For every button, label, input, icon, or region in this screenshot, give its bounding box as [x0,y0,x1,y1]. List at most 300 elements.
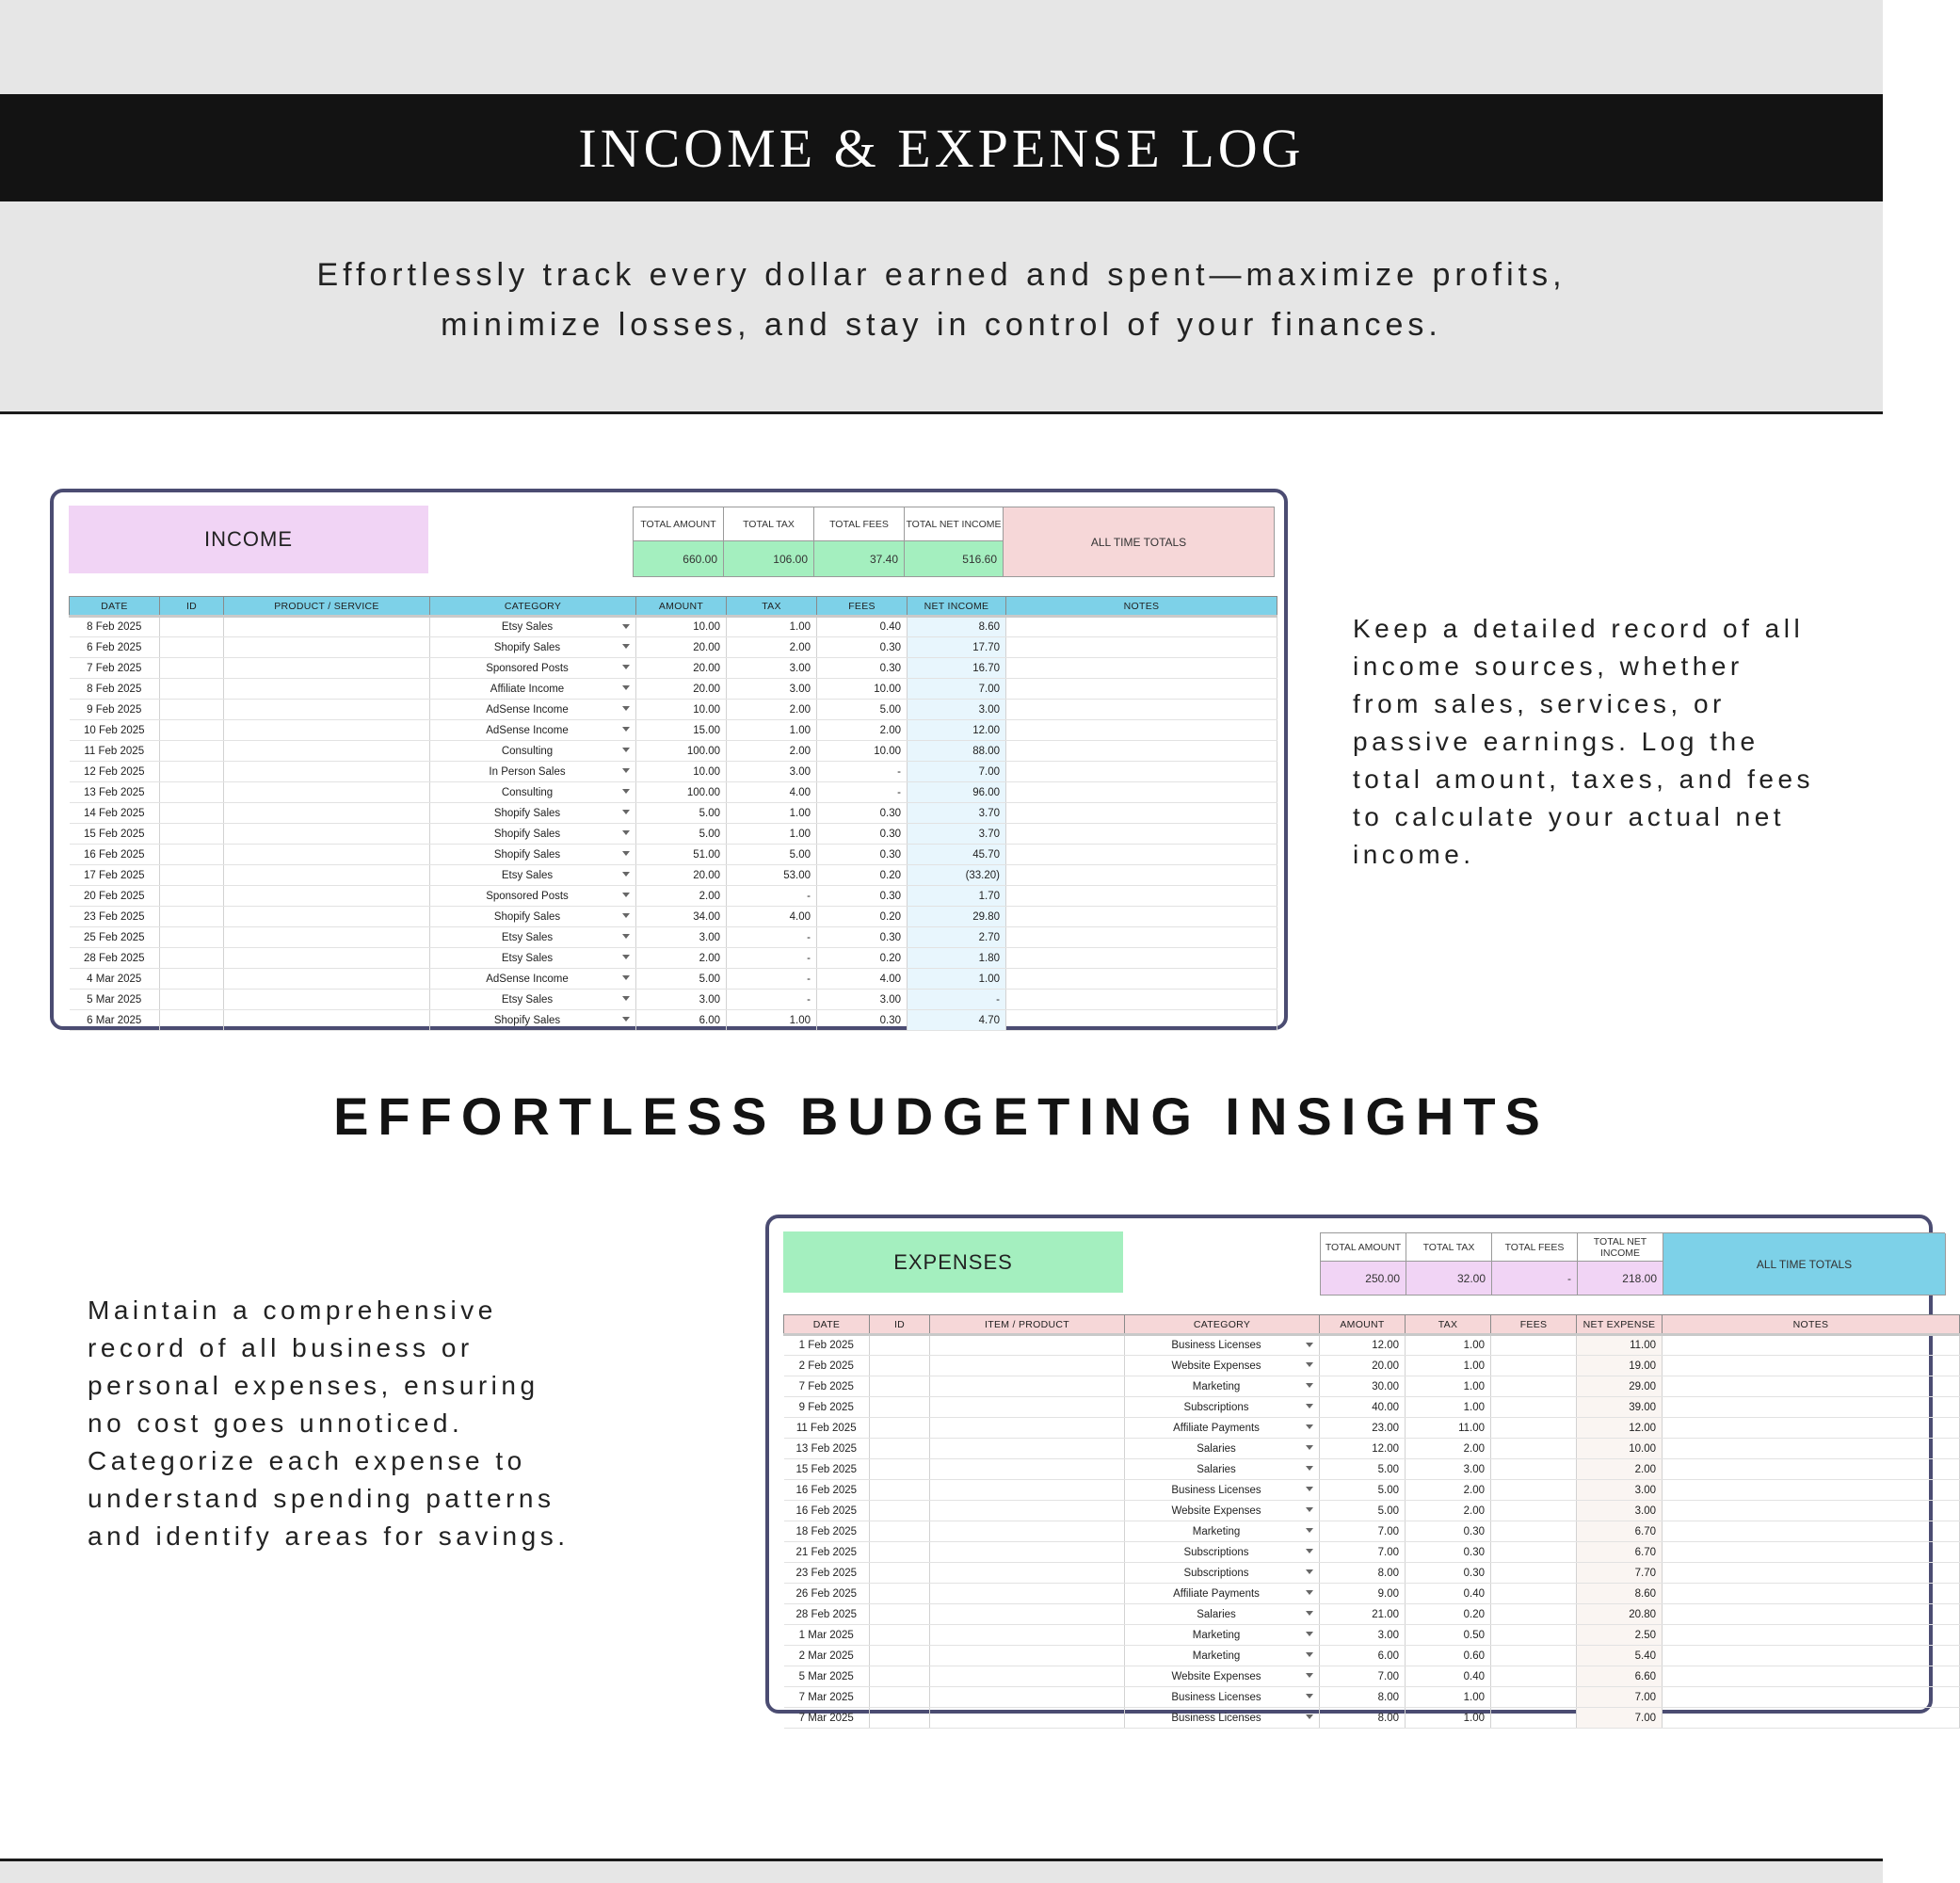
cell-notes[interactable] [1006,782,1277,803]
cell-id[interactable] [870,1687,930,1708]
column-header-notes[interactable]: NOTES [1663,1315,1960,1335]
dropdown-arrow-icon[interactable] [1306,1487,1313,1491]
cell-date[interactable]: 13 Feb 2025 [784,1439,870,1459]
cell-item[interactable] [224,700,430,720]
cell-tax[interactable]: 0.20 [1406,1604,1491,1625]
cell-net[interactable]: 3.70 [908,824,1006,845]
cell-id[interactable] [160,720,224,741]
cell-notes[interactable] [1663,1542,1960,1563]
cell-id[interactable] [160,886,224,907]
cell-notes[interactable] [1006,637,1277,658]
dropdown-arrow-icon[interactable] [622,996,630,1001]
dropdown-arrow-icon[interactable] [1306,1694,1313,1698]
cell-fees[interactable]: 0.30 [817,824,908,845]
cell-net[interactable]: 39.00 [1577,1397,1663,1418]
dropdown-arrow-icon[interactable] [622,893,630,897]
cell-fees[interactable]: 0.40 [817,617,908,637]
cell-item[interactable] [930,1708,1125,1729]
cell-notes[interactable] [1006,969,1277,990]
dropdown-arrow-icon[interactable] [1306,1632,1313,1636]
cell-id[interactable] [870,1501,930,1521]
cell-net[interactable]: 3.00 [1577,1480,1663,1501]
cell-item[interactable] [930,1397,1125,1418]
column-header-fees[interactable]: FEES [817,597,908,617]
cell-notes[interactable] [1663,1335,1960,1356]
cell-amount[interactable]: 3.00 [1320,1625,1406,1646]
dropdown-arrow-icon[interactable] [622,810,630,814]
dropdown-arrow-icon[interactable] [622,748,630,752]
cell-notes[interactable] [1006,865,1277,886]
cell-tax[interactable]: - [727,927,817,948]
cell-item[interactable] [224,762,430,782]
cell-date[interactable]: 17 Feb 2025 [70,865,160,886]
cell-item[interactable] [930,1459,1125,1480]
cell-date[interactable]: 23 Feb 2025 [70,907,160,927]
cell-date[interactable]: 7 Mar 2025 [784,1708,870,1729]
dropdown-arrow-icon[interactable] [1306,1611,1313,1616]
dropdown-arrow-icon[interactable] [1306,1362,1313,1367]
cell-item[interactable] [930,1604,1125,1625]
cell-id[interactable] [870,1376,930,1397]
cell-item[interactable] [224,741,430,762]
cell-notes[interactable] [1006,700,1277,720]
cell-tax[interactable]: 0.30 [1406,1542,1491,1563]
cell-category[interactable] [1125,1542,1320,1563]
cell-amount[interactable]: 20.00 [636,679,727,700]
dropdown-arrow-icon[interactable] [622,851,630,856]
dropdown-arrow-icon[interactable] [1306,1549,1313,1553]
cell-id[interactable] [160,762,224,782]
cell-category[interactable] [430,845,636,865]
cell-date[interactable]: 12 Feb 2025 [70,762,160,782]
cell-date[interactable]: 21 Feb 2025 [784,1542,870,1563]
cell-item[interactable] [224,845,430,865]
dropdown-arrow-icon[interactable] [1306,1383,1313,1388]
cell-id[interactable] [870,1335,930,1356]
cell-net[interactable]: 6.70 [1577,1542,1663,1563]
cell-tax[interactable]: 4.00 [727,782,817,803]
cell-tax[interactable]: 53.00 [727,865,817,886]
cell-fees[interactable] [1491,1376,1577,1397]
cell-net[interactable]: 6.60 [1577,1666,1663,1687]
dropdown-arrow-icon[interactable] [622,934,630,939]
cell-notes[interactable] [1663,1584,1960,1604]
cell-category[interactable] [1125,1376,1320,1397]
cell-item[interactable] [224,990,430,1010]
cell-tax[interactable]: 2.00 [727,637,817,658]
dropdown-arrow-icon[interactable] [1306,1424,1313,1429]
cell-net[interactable]: 5.40 [1577,1646,1663,1666]
cell-amount[interactable]: 5.00 [636,803,727,824]
dropdown-arrow-icon[interactable] [622,913,630,918]
cell-category[interactable] [430,1010,636,1031]
cell-net[interactable]: 2.50 [1577,1625,1663,1646]
cell-fees[interactable]: 0.30 [817,927,908,948]
dropdown-arrow-icon[interactable] [622,685,630,690]
cell-category[interactable] [430,658,636,679]
cell-item[interactable] [224,865,430,886]
cell-id[interactable] [160,700,224,720]
cell-amount[interactable]: 20.00 [636,658,727,679]
cell-id[interactable] [870,1584,930,1604]
cell-item[interactable] [930,1625,1125,1646]
cell-notes[interactable] [1663,1687,1960,1708]
cell-fees[interactable]: 10.00 [817,741,908,762]
cell-item[interactable] [224,637,430,658]
cell-amount[interactable]: 6.00 [636,1010,727,1031]
dropdown-arrow-icon[interactable] [622,727,630,732]
cell-notes[interactable] [1663,1418,1960,1439]
cell-date[interactable]: 8 Feb 2025 [70,679,160,700]
cell-fees[interactable] [1491,1584,1577,1604]
cell-net[interactable]: 4.70 [908,1010,1006,1031]
cell-item[interactable] [224,886,430,907]
cell-notes[interactable] [1663,1356,1960,1376]
cell-item[interactable] [224,907,430,927]
cell-date[interactable]: 6 Feb 2025 [70,637,160,658]
cell-item[interactable] [224,658,430,679]
cell-tax[interactable]: 1.00 [1406,1708,1491,1729]
cell-tax[interactable]: 1.00 [1406,1397,1491,1418]
cell-net[interactable]: 11.00 [1577,1335,1663,1356]
cell-id[interactable] [870,1480,930,1501]
cell-date[interactable]: 9 Feb 2025 [784,1397,870,1418]
cell-net[interactable]: 1.70 [908,886,1006,907]
cell-net[interactable]: 3.70 [908,803,1006,824]
cell-net[interactable]: 7.00 [1577,1687,1663,1708]
cell-item[interactable] [930,1501,1125,1521]
cell-category[interactable] [430,782,636,803]
cell-fees[interactable]: 0.30 [817,658,908,679]
cell-category[interactable] [1125,1584,1320,1604]
cell-date[interactable]: 18 Feb 2025 [784,1521,870,1542]
dropdown-arrow-icon[interactable] [622,644,630,649]
column-header-date[interactable]: DATE [784,1315,870,1335]
cell-amount[interactable]: 2.00 [636,886,727,907]
cell-item[interactable] [224,824,430,845]
cell-id[interactable] [870,1625,930,1646]
cell-tax[interactable]: 1.00 [1406,1376,1491,1397]
cell-net[interactable]: 2.70 [908,927,1006,948]
cell-date[interactable]: 16 Feb 2025 [70,845,160,865]
cell-amount[interactable]: 100.00 [636,741,727,762]
cell-fees[interactable] [1491,1542,1577,1563]
cell-notes[interactable] [1663,1521,1960,1542]
cell-category[interactable] [1125,1397,1320,1418]
column-header-fees[interactable]: FEES [1491,1315,1577,1335]
cell-date[interactable]: 15 Feb 2025 [70,824,160,845]
cell-notes[interactable] [1006,679,1277,700]
cell-item[interactable] [224,803,430,824]
cell-id[interactable] [870,1666,930,1687]
cell-fees[interactable] [1491,1397,1577,1418]
cell-fees[interactable] [1491,1356,1577,1376]
cell-item[interactable] [930,1356,1125,1376]
cell-amount[interactable]: 8.00 [1320,1687,1406,1708]
cell-notes[interactable] [1663,1646,1960,1666]
cell-tax[interactable]: 1.00 [727,720,817,741]
cell-fees[interactable] [1491,1418,1577,1439]
cell-id[interactable] [160,948,224,969]
cell-item[interactable] [224,927,430,948]
dropdown-arrow-icon[interactable] [622,1017,630,1022]
dropdown-arrow-icon[interactable] [622,706,630,711]
cell-tax[interactable]: 4.00 [727,907,817,927]
cell-fees[interactable]: 0.20 [817,907,908,927]
cell-date[interactable]: 8 Feb 2025 [70,617,160,637]
column-header-product[interactable]: PRODUCT / SERVICE [224,597,430,617]
cell-id[interactable] [870,1542,930,1563]
cell-notes[interactable] [1663,1397,1960,1418]
cell-fees[interactable]: 5.00 [817,700,908,720]
cell-date[interactable]: 9 Feb 2025 [70,700,160,720]
cell-fees[interactable] [1491,1666,1577,1687]
cell-amount[interactable]: 10.00 [636,617,727,637]
cell-id[interactable] [870,1521,930,1542]
cell-item[interactable] [930,1687,1125,1708]
cell-item[interactable] [930,1335,1125,1356]
cell-tax[interactable]: 1.00 [727,803,817,824]
cell-date[interactable]: 7 Feb 2025 [784,1376,870,1397]
cell-notes[interactable] [1006,658,1277,679]
cell-item[interactable] [930,1439,1125,1459]
cell-date[interactable]: 14 Feb 2025 [70,803,160,824]
cell-date[interactable]: 16 Feb 2025 [784,1480,870,1501]
cell-item[interactable] [224,782,430,803]
dropdown-arrow-icon[interactable] [622,789,630,794]
cell-tax[interactable]: 0.50 [1406,1625,1491,1646]
cell-net[interactable]: 7.00 [1577,1708,1663,1729]
cell-id[interactable] [160,927,224,948]
cell-tax[interactable]: 0.40 [1406,1584,1491,1604]
cell-category[interactable] [1125,1563,1320,1584]
dropdown-arrow-icon[interactable] [622,624,630,629]
cell-tax[interactable]: 11.00 [1406,1418,1491,1439]
cell-amount[interactable]: 20.00 [636,865,727,886]
cell-amount[interactable]: 5.00 [1320,1501,1406,1521]
cell-amount[interactable]: 5.00 [636,824,727,845]
cell-category[interactable] [430,700,636,720]
column-header-net-expense[interactable]: NET EXPENSE [1577,1315,1663,1335]
cell-item[interactable] [930,1584,1125,1604]
cell-fees[interactable]: - [817,782,908,803]
cell-amount[interactable]: 34.00 [636,907,727,927]
cell-category[interactable] [430,617,636,637]
cell-net[interactable]: (33.20) [908,865,1006,886]
cell-id[interactable] [160,907,224,927]
cell-tax[interactable]: - [727,969,817,990]
column-header-tax[interactable]: TAX [727,597,817,617]
cell-item[interactable] [224,969,430,990]
column-header-tax[interactable]: TAX [1406,1315,1491,1335]
cell-tax[interactable]: 2.00 [727,700,817,720]
cell-net[interactable]: 2.00 [1577,1459,1663,1480]
cell-id[interactable] [870,1708,930,1729]
cell-net[interactable]: 1.80 [908,948,1006,969]
dropdown-arrow-icon[interactable] [1306,1445,1313,1450]
cell-tax[interactable]: 3.00 [727,658,817,679]
cell-notes[interactable] [1663,1625,1960,1646]
cell-fees[interactable]: 0.30 [817,637,908,658]
cell-category[interactable] [430,948,636,969]
dropdown-arrow-icon[interactable] [1306,1466,1313,1471]
cell-notes[interactable] [1006,741,1277,762]
cell-tax[interactable]: 0.30 [1406,1563,1491,1584]
cell-date[interactable]: 2 Mar 2025 [784,1646,870,1666]
cell-amount[interactable]: 23.00 [1320,1418,1406,1439]
cell-net[interactable]: 8.60 [908,617,1006,637]
cell-amount[interactable]: 30.00 [1320,1376,1406,1397]
cell-fees[interactable]: 0.30 [817,845,908,865]
cell-amount[interactable]: 7.00 [1320,1542,1406,1563]
cell-amount[interactable]: 5.00 [1320,1459,1406,1480]
cell-id[interactable] [160,658,224,679]
cell-tax[interactable]: 2.00 [1406,1480,1491,1501]
cell-notes[interactable] [1006,845,1277,865]
cell-tax[interactable]: 5.00 [727,845,817,865]
cell-notes[interactable] [1006,762,1277,782]
cell-category[interactable] [430,886,636,907]
cell-fees[interactable]: - [817,762,908,782]
cell-notes[interactable] [1663,1439,1960,1459]
cell-fees[interactable]: 0.20 [817,865,908,886]
dropdown-arrow-icon[interactable] [1306,1404,1313,1408]
cell-fees[interactable] [1491,1687,1577,1708]
cell-date[interactable]: 7 Feb 2025 [70,658,160,679]
cell-net[interactable]: 1.00 [908,969,1006,990]
cell-fees[interactable]: 4.00 [817,969,908,990]
column-header-amount[interactable]: AMOUNT [1320,1315,1406,1335]
cell-amount[interactable]: 3.00 [636,927,727,948]
cell-notes[interactable] [1663,1666,1960,1687]
cell-tax[interactable]: - [727,948,817,969]
cell-date[interactable]: 28 Feb 2025 [70,948,160,969]
cell-id[interactable] [160,741,224,762]
cell-fees[interactable] [1491,1646,1577,1666]
dropdown-arrow-icon[interactable] [1306,1569,1313,1574]
cell-id[interactable] [160,637,224,658]
cell-date[interactable]: 7 Mar 2025 [784,1687,870,1708]
column-header-id[interactable]: ID [870,1315,930,1335]
cell-notes[interactable] [1006,927,1277,948]
cell-tax[interactable]: 1.00 [727,617,817,637]
cell-item[interactable] [224,617,430,637]
cell-tax[interactable]: 1.00 [1406,1687,1491,1708]
cell-date[interactable]: 6 Mar 2025 [70,1010,160,1031]
dropdown-arrow-icon[interactable] [622,955,630,959]
cell-notes[interactable] [1006,948,1277,969]
cell-tax[interactable]: 2.00 [727,741,817,762]
cell-fees[interactable] [1491,1335,1577,1356]
cell-net[interactable]: 3.00 [1577,1501,1663,1521]
cell-amount[interactable]: 7.00 [1320,1666,1406,1687]
column-header-category[interactable]: CATEGORY [1125,1315,1320,1335]
cell-amount[interactable]: 2.00 [636,948,727,969]
cell-fees[interactable] [1491,1501,1577,1521]
dropdown-arrow-icon[interactable] [622,665,630,669]
cell-category[interactable] [430,720,636,741]
cell-id[interactable] [870,1397,930,1418]
cell-amount[interactable]: 8.00 [1320,1708,1406,1729]
cell-net[interactable]: 45.70 [908,845,1006,865]
cell-notes[interactable] [1006,720,1277,741]
cell-amount[interactable]: 9.00 [1320,1584,1406,1604]
cell-amount[interactable]: 8.00 [1320,1563,1406,1584]
cell-net[interactable]: - [908,990,1006,1010]
cell-category[interactable] [430,741,636,762]
cell-notes[interactable] [1663,1376,1960,1397]
cell-category[interactable] [1125,1604,1320,1625]
cell-amount[interactable]: 15.00 [636,720,727,741]
cell-id[interactable] [160,969,224,990]
cell-tax[interactable]: - [727,990,817,1010]
cell-category[interactable] [430,969,636,990]
cell-net[interactable]: 19.00 [1577,1356,1663,1376]
cell-tax[interactable]: 0.30 [1406,1521,1491,1542]
cell-fees[interactable] [1491,1708,1577,1729]
cell-item[interactable] [224,1010,430,1031]
cell-net[interactable]: 3.00 [908,700,1006,720]
cell-date[interactable]: 15 Feb 2025 [784,1459,870,1480]
cell-amount[interactable]: 20.00 [636,637,727,658]
cell-category[interactable] [1125,1666,1320,1687]
cell-id[interactable] [870,1563,930,1584]
cell-fees[interactable] [1491,1480,1577,1501]
cell-tax[interactable]: - [727,886,817,907]
cell-category[interactable] [430,637,636,658]
cell-amount[interactable]: 20.00 [1320,1356,1406,1376]
cell-date[interactable]: 2 Feb 2025 [784,1356,870,1376]
cell-id[interactable] [870,1459,930,1480]
cell-category[interactable] [430,990,636,1010]
cell-tax[interactable]: 3.00 [1406,1459,1491,1480]
dropdown-arrow-icon[interactable] [1306,1652,1313,1657]
dropdown-arrow-icon[interactable] [1306,1343,1313,1347]
cell-id[interactable] [160,845,224,865]
cell-amount[interactable]: 10.00 [636,762,727,782]
cell-date[interactable]: 1 Mar 2025 [784,1625,870,1646]
cell-date[interactable]: 26 Feb 2025 [784,1584,870,1604]
cell-item[interactable] [224,720,430,741]
cell-net[interactable]: 17.70 [908,637,1006,658]
cell-amount[interactable]: 40.00 [1320,1397,1406,1418]
cell-id[interactable] [870,1604,930,1625]
cell-fees[interactable]: 3.00 [817,990,908,1010]
dropdown-arrow-icon[interactable] [622,872,630,877]
cell-category[interactable] [430,679,636,700]
cell-net[interactable]: 10.00 [1577,1439,1663,1459]
cell-amount[interactable]: 5.00 [1320,1480,1406,1501]
cell-fees[interactable]: 10.00 [817,679,908,700]
column-header-amount[interactable]: AMOUNT [636,597,727,617]
cell-date[interactable]: 20 Feb 2025 [70,886,160,907]
cell-item[interactable] [930,1646,1125,1666]
dropdown-arrow-icon[interactable] [1306,1673,1313,1678]
column-header-item[interactable]: ITEM / PRODUCT [930,1315,1125,1335]
cell-tax[interactable]: 1.00 [727,1010,817,1031]
cell-category[interactable] [430,762,636,782]
cell-net[interactable]: 7.70 [1577,1563,1663,1584]
cell-notes[interactable] [1663,1480,1960,1501]
cell-date[interactable]: 28 Feb 2025 [784,1604,870,1625]
cell-category[interactable] [430,865,636,886]
cell-item[interactable] [930,1480,1125,1501]
dropdown-arrow-icon[interactable] [1306,1590,1313,1595]
cell-fees[interactable]: 0.30 [817,803,908,824]
cell-tax[interactable]: 2.00 [1406,1501,1491,1521]
cell-category[interactable] [1125,1625,1320,1646]
cell-tax[interactable]: 1.00 [1406,1356,1491,1376]
